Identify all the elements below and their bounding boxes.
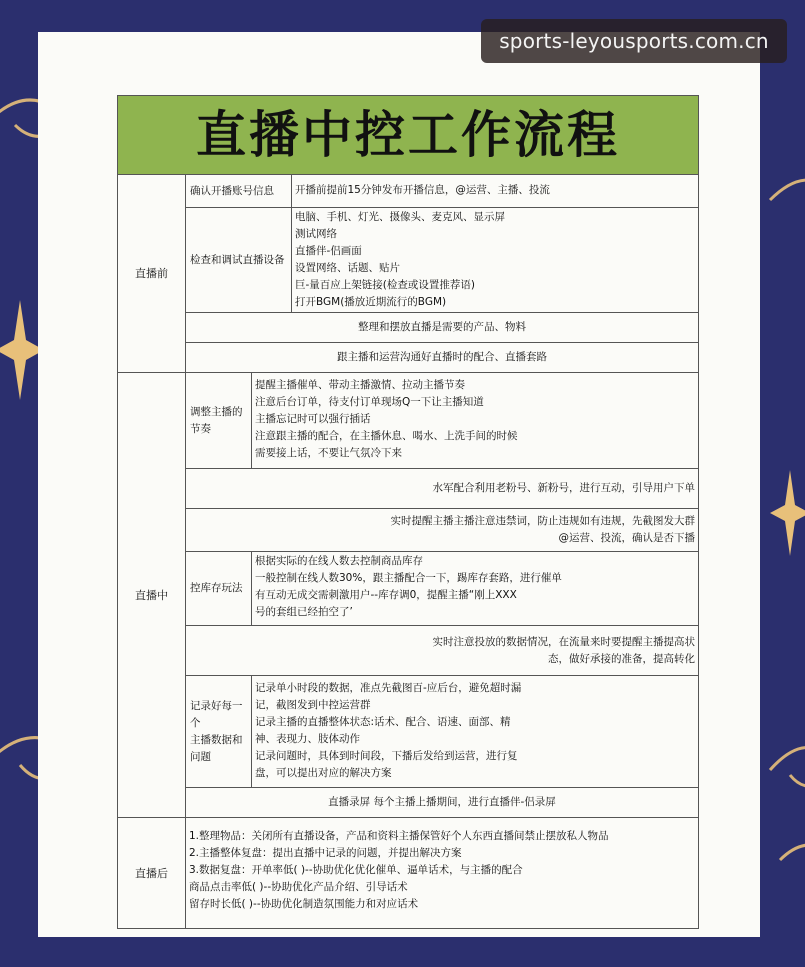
text-line: 实时提醒主播主播注意违禁词，防止违规如有违规，先截图发大群 <box>390 515 695 527</box>
list-item: 主播忘记时可以强行插话 <box>255 413 371 425</box>
label-line: 个 <box>190 716 201 729</box>
list-item: 商品点击率低( )--协助优化产品介绍、引导话术 <box>189 881 408 893</box>
list-item: 直播伴-侣画面 <box>295 245 362 257</box>
list-item: 神、表现力、肢体动作 <box>255 733 360 745</box>
list-item: 盘，可以提出对应的解决方案 <box>255 767 392 779</box>
phase-post-label: 直播后 <box>135 866 168 880</box>
label-line: 记录好每一 <box>190 699 243 712</box>
text-line: 态，做好承接的准备，提高转化 <box>548 652 695 665</box>
pre-row4-text: 跟主播和运营沟通好直播时的配合、直播套路 <box>337 351 547 363</box>
page-title: 直播中控工作流程 <box>117 95 699 175</box>
list-item: 根据实际的在线人数去控制商品库存 <box>255 555 423 567</box>
list-item: 3.数据复盘：开单率低( )--协助优化优化催单、逼单话术，与主播的配合 <box>189 864 523 876</box>
live-row2-text <box>186 469 698 508</box>
list-item: 记录单小时段的数据，准点先截图百-应后台，避免超时漏 <box>255 682 522 694</box>
live-row4-text <box>252 552 698 625</box>
label-line: 节奏 <box>190 422 211 435</box>
live-row3-text <box>186 509 698 551</box>
phase-live-label: 直播中 <box>135 588 168 602</box>
list-item: 测试网络 <box>295 228 337 240</box>
list-item: 巨-量百应上架链接(检查或设置推荐语) <box>295 279 475 291</box>
live-row7-text: 直播录屏 每个主播上播期间，进行直播伴-侣录屏 <box>328 796 556 808</box>
list-item: 注意跟主播的配合，在主播休息、喝水、上洗手间的时候 <box>255 430 518 442</box>
list-item: 记录主播的直播整体状态:话术、配合、语速、面部、精 <box>255 716 511 728</box>
live-row4-label: 控库存玩法 <box>190 582 243 594</box>
star-icon <box>770 470 805 556</box>
live-row6-label <box>186 676 251 787</box>
list-item: 有互动无成交需刺激用户--库存调0，提醒主播“刚上XXX <box>255 589 517 601</box>
list-item: 需要接上话，不要让气氛冷下来 <box>255 447 402 459</box>
live-row1-label <box>186 373 251 468</box>
list-item: 设置网络、话题、贴片 <box>295 262 400 274</box>
live-row6-text <box>252 676 698 787</box>
phase-pre-label: 直播前 <box>135 267 168 280</box>
list-item: 1.整理物品：关闭所有直播设备，产品和资料主播保管好个人东西直播间禁止摆放私人物品 <box>189 830 609 842</box>
pre-row2-label: 检查和调试直播设备 <box>190 253 285 266</box>
pre-row3-text: 整理和摆放直播是需要的产品、物料 <box>358 321 526 333</box>
label-line: 主播数据和 <box>190 733 243 746</box>
list-item: 提醒主播催单、带动主播激情、拉动主播节奏 <box>255 379 465 391</box>
list-item: 号的套组已经拍空了’ <box>255 606 353 618</box>
label-line: 问题 <box>190 750 211 763</box>
list-item: 注意后台订单，待支付订单现场Q一下让主播知道 <box>255 396 484 408</box>
list-item: 记录问题时，具体到时间段，下播后发给到运营，进行复 <box>255 750 518 762</box>
live-row5-text <box>186 626 698 675</box>
post-row-text <box>186 818 698 928</box>
list-item: 一般控制在线人数30%，跟主播配合一下，踢库存套路，进行催单 <box>255 572 562 584</box>
list-item: 2.主播整体复盘：提出直播中记录的问题，并提出解决方案 <box>189 847 462 859</box>
list-item: 记，截图发到中控运营群 <box>255 699 371 711</box>
live-row1-text <box>252 373 698 468</box>
watermark: sports-leyousports.com.cn <box>481 19 787 63</box>
text-line: 实时注意投放的数据情况，在流量来时要提醒主播提高状 <box>432 635 695 648</box>
list-item: 电脑、手机、灯光、摄像头、麦克风、显示屏 <box>295 211 505 223</box>
label-line: 调整主播的 <box>190 405 243 418</box>
list-item: 留存时长低( )--协助优化制造氛围能力和对应话术 <box>189 898 419 910</box>
text-line: @运营、投流，确认是否下播 <box>558 532 695 544</box>
text-line: 水军配合利用老粉号、新粉号，进行互动，引导用户下单 <box>432 482 695 494</box>
pre-row1-text: 开播前提前15分钟发布开播信息，@运营、主播、投流 <box>295 184 550 196</box>
list-item: 打开BGM(播放近期流行的BGM) <box>295 296 447 308</box>
pre-row2-text <box>292 208 698 312</box>
pre-row1-label: 确认开播账号信息 <box>190 185 274 197</box>
